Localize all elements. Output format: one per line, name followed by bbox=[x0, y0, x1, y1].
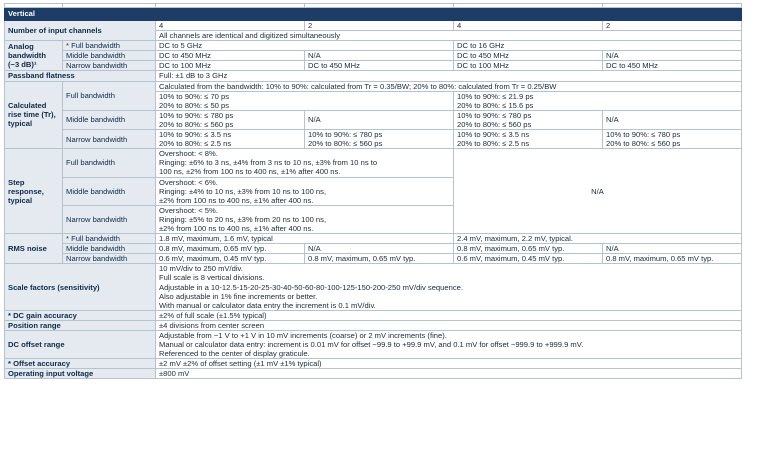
step-full-text bbox=[156, 149, 454, 177]
step-narrow-text bbox=[156, 205, 454, 233]
step-line: ±2% from 100 ns to 400 ns, ±1% after 400 ns. bbox=[159, 195, 314, 205]
scale-line: Full scale is 8 vertical divisions. bbox=[159, 273, 265, 283]
rms-middle-d: N/A bbox=[603, 244, 742, 254]
rms-narrow-c: 0.6 mV, maximum, 0.45 mV typ. bbox=[454, 254, 603, 264]
rise-full-mode: Full bandwidth bbox=[63, 81, 156, 110]
channels-model-1: 4 bbox=[156, 21, 305, 31]
rise-line: 10% to 90%: ≤ 780 ps bbox=[308, 130, 383, 140]
analog-middle-d: N/A bbox=[603, 51, 742, 61]
rise-full-a bbox=[156, 91, 454, 110]
rms-middle-b: N/A bbox=[305, 244, 454, 254]
label-step-response: Step response, typical bbox=[5, 149, 63, 234]
rise-line: 20% to 80%: ≤ 2.5 ns bbox=[159, 139, 232, 149]
rms-narrow-d: 0.8 mV, maximum, 0.65 mV typ. bbox=[603, 254, 742, 264]
analog-middle-b: N/A bbox=[305, 51, 454, 61]
rise-line: 10% to 90%: ≤ 3.5 ns bbox=[159, 130, 232, 140]
rise-line: 10% to 90%: ≤ 21.9 ps bbox=[457, 91, 534, 101]
rise-line: 10% to 90%: ≤ 3.5 ns bbox=[457, 130, 530, 140]
dc-gain-accuracy-value: ±2% of full scale (±1.5% typical) bbox=[156, 310, 742, 320]
rms-middle-mode: Middle bandwidth bbox=[63, 244, 156, 254]
rise-line: 20% to 80%: ≤ 15.6 ps bbox=[457, 100, 534, 110]
label-dc-offset-range: DC offset range bbox=[5, 331, 156, 359]
step-full-mode: Full bandwidth bbox=[63, 149, 156, 177]
position-range-value: ±4 divisions from center screen bbox=[156, 320, 742, 330]
rise-narrow-b bbox=[305, 130, 454, 149]
rise-middle-b: N/A bbox=[305, 110, 454, 129]
analog-full-a: DC to 5 GHz bbox=[156, 41, 454, 51]
scale-line: With manual or calculator data entry the increment is 0.1 mV/div. bbox=[159, 300, 376, 310]
label-operating-input-voltage: Operating input voltage bbox=[5, 369, 156, 379]
analog-narrow-a: DC to 100 MHz bbox=[156, 61, 305, 71]
label-rms-noise: RMS noise bbox=[5, 234, 63, 264]
analog-middle-a: DC to 450 MHz bbox=[156, 51, 305, 61]
step-line: Ringing: ±6% to 3 ns, ±4% from 3 ns to 10 ns, ±3% from 10 ns to bbox=[159, 158, 378, 168]
rise-line: 10% to 90%: ≤ 70 ps bbox=[159, 91, 230, 101]
step-middle-mode: Middle bandwidth bbox=[63, 177, 156, 205]
rise-middle-a bbox=[156, 110, 305, 129]
label-input-channels: Number of input channels bbox=[5, 21, 156, 41]
label-analog-bandwidth: Analog bandwidth (−3 dB)¹ bbox=[5, 41, 63, 71]
rise-narrow-d bbox=[603, 130, 742, 149]
label-scale-factors: Scale factors (sensitivity) bbox=[5, 264, 156, 310]
dc-offset-range-text bbox=[156, 331, 742, 359]
rise-line: 20% to 80%: ≤ 560 ps bbox=[159, 119, 234, 129]
label-passband-flatness: Passband flatness bbox=[5, 71, 156, 81]
step-line: Ringing: ±4% to 10 ns, ±3% from 10 ns to 100 ns, bbox=[159, 186, 327, 196]
rise-line: 20% to 80%: ≤ 2.5 ns bbox=[457, 139, 530, 149]
rise-line: 20% to 80%: ≤ 560 ps bbox=[457, 119, 532, 129]
rise-line: 20% to 80%: ≤ 560 ps bbox=[308, 139, 383, 149]
rms-narrow-mode: Narrow bandwidth bbox=[63, 254, 156, 264]
rise-middle-c bbox=[454, 110, 603, 129]
rise-time-note: Calculated from the bandwidth: 10% to 90%: calculated from Tr = 0.35/BW; 20% to 80%: calculated from Tr = 0.25/BW bbox=[156, 81, 742, 91]
step-na: N/A bbox=[454, 149, 742, 234]
analog-full-mode: * Full bandwidth bbox=[63, 41, 156, 51]
channels-model-2: 2 bbox=[305, 21, 454, 31]
rise-line: 10% to 90%: ≤ 780 ps bbox=[457, 110, 532, 120]
step-line: Overshoot: < 5%. bbox=[159, 205, 218, 215]
rise-line: 10% to 90%: ≤ 780 ps bbox=[606, 130, 681, 140]
rms-middle-a: 0.8 mV, maximum, 0.65 mV typ. bbox=[156, 244, 305, 254]
vertical-spec-table bbox=[4, 3, 742, 379]
offset-line: Adjustable from −1 V to +1 V in 10 mV increments (coarse) or 2 mV increments (fine). bbox=[159, 331, 447, 340]
channels-model-3: 4 bbox=[454, 21, 603, 31]
section-header: Vertical bbox=[5, 8, 742, 21]
analog-narrow-c: DC to 100 MHz bbox=[454, 61, 603, 71]
step-line: Overshoot: < 8%. bbox=[159, 149, 218, 159]
offset-line: Manual or calculator data entry: increment is 0.01 mV for offset −99.9 to +99.9 mV, and 0.1 mV for offset −999.9 to +999.9 mV. bbox=[159, 340, 584, 350]
step-line: 100 ns, ±2% from 100 ns to 400 ns, ±1% after 400 ns. bbox=[159, 167, 341, 177]
step-line: Ringing: ±5% to 20 ns, ±3% from 20 ns to 100 ns, bbox=[159, 214, 327, 224]
channels-model-4: 2 bbox=[603, 21, 742, 31]
rise-narrow-mode: Narrow bandwidth bbox=[63, 130, 156, 149]
rise-line: 10% to 90%: ≤ 780 ps bbox=[159, 110, 234, 120]
analog-narrow-mode: Narrow bandwidth bbox=[63, 61, 156, 71]
rms-full-mode: * Full bandwidth bbox=[63, 234, 156, 244]
analog-narrow-b: DC to 450 MHz bbox=[305, 61, 454, 71]
scale-line: Also adjustable in 1% fine increments or better. bbox=[159, 291, 318, 301]
rise-full-b bbox=[454, 91, 742, 110]
analog-full-b: DC to 16 GHz bbox=[454, 41, 742, 51]
rms-full-a: 1.8 mV, maximum, 1.6 mV, typical bbox=[156, 234, 454, 244]
analog-middle-c: DC to 450 MHz bbox=[454, 51, 603, 61]
rise-middle-mode: Middle bandwidth bbox=[63, 110, 156, 129]
operating-input-voltage-value: ±800 mV bbox=[156, 369, 742, 379]
offset-line: Referenced to the center of display graticule. bbox=[159, 349, 310, 359]
label-rise-time: Calculated rise time (Tr), typical bbox=[5, 81, 63, 149]
passband-flatness-value: Full: ±1 dB to 3 GHz bbox=[156, 71, 742, 81]
rise-line: 20% to 80%: ≤ 50 ps bbox=[159, 100, 230, 110]
label-offset-accuracy: * Offset accuracy bbox=[5, 359, 156, 369]
scale-line: 10 mV/div to 250 mV/div. bbox=[159, 264, 243, 274]
rise-middle-d: N/A bbox=[603, 110, 742, 129]
step-line: ±2% from 100 ns to 400 ns, ±1% after 400 ns. bbox=[159, 223, 314, 233]
rise-narrow-c bbox=[454, 130, 603, 149]
analog-middle-mode: Middle bandwidth bbox=[63, 51, 156, 61]
step-line: Overshoot: < 6%. bbox=[159, 177, 218, 187]
scale-factors-text bbox=[156, 264, 742, 310]
rms-narrow-a: 0.6 mV, maximum, 0.45 mV typ. bbox=[156, 254, 305, 264]
channels-note: All channels are identical and digitized simultaneously bbox=[156, 31, 742, 41]
step-middle-text bbox=[156, 177, 454, 205]
rise-line: 20% to 80%: ≤ 560 ps bbox=[606, 139, 681, 149]
analog-narrow-d: DC to 450 MHz bbox=[603, 61, 742, 71]
label-dc-gain-accuracy: * DC gain accuracy bbox=[5, 310, 156, 320]
step-narrow-mode: Narrow bandwidth bbox=[63, 205, 156, 233]
rms-narrow-b: 0.8 mV, maximum, 0.65 mV typ. bbox=[305, 254, 454, 264]
rms-full-b: 2.4 mV, maximum, 2.2 mV, typical. bbox=[454, 234, 742, 244]
offset-accuracy-value: ±2 mV ±2% of offset setting (±1 mV ±1% typical) bbox=[156, 359, 742, 369]
rise-narrow-a bbox=[156, 130, 305, 149]
scale-line: Adjustable in a 10-12.5-15-20-25-30-40-50-60-80-100-125-150-200-250 mV/div sequence. bbox=[159, 282, 463, 292]
rms-middle-c: 0.8 mV, maximum, 0.65 mV typ. bbox=[454, 244, 603, 254]
label-position-range: Position range bbox=[5, 320, 156, 330]
